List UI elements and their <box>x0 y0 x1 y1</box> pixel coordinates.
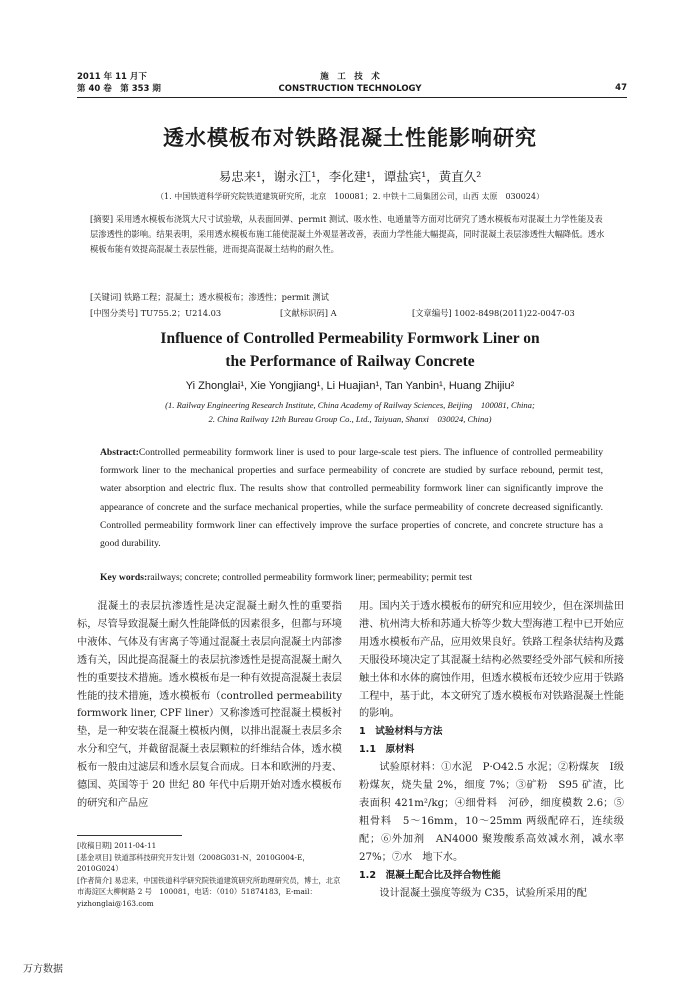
body-column-left <box>77 598 342 813</box>
paper-title-en <box>0 327 700 373</box>
article-number: [文章编号] 1002-8498(2011)22-0047-03 <box>412 308 575 318</box>
keywords-en-label: Key words: <box>100 572 148 583</box>
subsection-heading: 1.2 混凝土配合比及拌合物性能 <box>359 869 501 881</box>
abstract-en <box>100 444 603 553</box>
affiliations-en <box>0 398 700 426</box>
subsection-heading: 1.1 原材料 <box>359 744 415 756</box>
header-journal <box>0 71 700 95</box>
affiliation-en-1: (1. Railway Engineering Research Institute, China Academy of Railway Sciences, Beijing 100081, China; <box>165 400 535 410</box>
issue-date: 2011 年 11 月下 <box>77 72 147 82</box>
body-paragraph: 混凝土的表层抗渗透性是决定混凝土耐久性的重要指标，尽管导致混凝土耐久性能降低的因素很多，但都与环境中液体、气体及有害离子等通过混凝土表层向混凝土内部渗透有关，因此提高混凝土的表层抗渗透性是提高混凝土耐久性的重要技术措施。透水模板布是一种有效提高混凝土表层性能的技术措施，透水模板布（controlled permeability formwork liner, CPF liner）又称渗透可控混凝土模板衬垫，是一种安装在混凝土模板内侧，以排出混凝土表层多余水分和空气，并截留混凝土表层颗粒的纤维结合体，透水模板布一般由过滤层和透水层复合而成。日本和欧洲的丹麦、德国、英国等于 20 世纪 80 年代中后期开始对透水模板布的研究和产品应 <box>77 601 342 809</box>
volume-issue: 第 40 卷 第 353 期 <box>77 84 161 94</box>
affiliations-zh: （1. 中国铁道科学研究院铁道建筑研究所，北京 100081；2. 中铁十二局集团公司，山西 太原 030024） <box>156 192 544 201</box>
body-paragraph: 试验原材料：①水泥 P·O42.5 水泥；②粉煤灰 Ⅰ级粉煤灰，烧失量 2%，细度 7%；③矿粉 S95 矿渣，比表面积 421m²/kg；④细骨料 河砂，细度模数 2.6；⑤粗骨料 5～16mm，10～25mm 两级配碎石，连续级配；⑥外加剂 AN4000 聚羧酸系高效减水剂，减水率 27%；⑦水 地下水。 <box>359 762 624 863</box>
authors-zh: 易忠来¹，谢永江¹，李化建¹，谭盐宾¹，黄直久² <box>218 169 482 184</box>
clc-number: [中图分类号] TU755.2；U214.03 <box>90 308 222 318</box>
footnote-author: [作者简介] 易忠来，中国铁道科学研究院铁道建筑研究所助理研究员，博士，北京市海淀区大柳树路 2 号 100081，电话：（010）51874183，E-mail：yizhonglai@163.com <box>77 875 341 908</box>
paper-title-zh: 透水模板布对铁路混凝土性能影响研究 <box>163 125 537 150</box>
footnote-funding: [基金项目] 铁道部科技研究开发计划（2008G031-N，2010G004-E，2010G024） <box>77 852 310 873</box>
journal-name-en: CONSTRUCTION TECHNOLOGY <box>278 84 422 94</box>
footnotes <box>77 840 342 909</box>
footnote-received: [收稿日期] 2011-04-11 <box>77 841 157 850</box>
keywords-en <box>100 570 603 586</box>
journal-name-zh: 施 工 技 术 <box>320 72 380 82</box>
section-heading: 1 试验材料与方法 <box>359 726 443 738</box>
page-number: 47 <box>615 83 627 93</box>
authors-en: Yi Zhonglai¹, Xie Yongjiang¹, Li Huajian¹, Tan Yanbin¹, Huang Zhijiu² <box>185 380 515 392</box>
body-paragraph: 设计混凝土强度等级为 C35，试验所采用的配 <box>379 887 587 899</box>
document-code: [文献标识码] A <box>280 308 337 318</box>
abstract-en-text: Controlled permeability formwork liner is used to pour large-scale test piers. The influence of controlled permeability formwork liner to the mechanical properties and surface permeability of concrete are studied by surface rebound, permit test, water absorption and electric flux. The results show that controlled permeability formwork liner can significantly improve the appearance of concrete and the surface mechanical properties, while the surface permeability of concrete decreased significantly. Controlled permeability formwork liner can effectively improve the surface properties of concrete, and concrete structure has a good durability. <box>100 447 603 550</box>
keywords-zh: [关键词] 铁路工程；混凝土；透水模板布；渗透性；permit 测试 <box>90 292 329 302</box>
paper-title-en-text: Influence of Controlled Permeability Formwork Liner on the Performance of Railway Concrete <box>160 330 540 370</box>
keywords-en-text: railways; concrete; controlled permeability formwork liner; permeability; permit test <box>147 572 473 583</box>
body-column-right <box>359 598 624 902</box>
body-paragraph: 用。国内关于透水模板布的研究和应用较少，但在深圳盐田港、杭州湾大桥和苏通大桥等少数大型海港工程中已开始应用透水模板布产品，应用效果良好。铁路工程条状结构及露天服役环境决定了其混凝土结构必然要经受外部气候和所接触土体和水体的腐蚀作用，但透水模板布还较少应用于铁路工程中，基于此，本文研究了透水模板布对铁路混凝土性能的影响。 <box>359 601 624 720</box>
abstract-zh: [摘要] 采用透水模板布浇筑大尺寸试验墩，从表面回弹、permit 测试、吸水性、电通量等方面对比研究了透水模板布对混凝土力学性能及表层渗透性的影响。结果表明，采用透水模板布施工能使混凝土外观显著改善，表面力学性能大幅提高，同时混凝土表层渗透性大幅降低。透水模板布能有效提高混凝土表层性能，进而提高混凝土结构的耐久性。 <box>90 214 605 255</box>
affiliation-en-2: 2. China Railway 12th Bureau Group Co., Ltd., Taiyuan, Shanxi 030024, China) <box>208 414 492 424</box>
abstract-en-label: Abstract: <box>100 447 139 458</box>
watermark-wanfang: 万方数据 <box>23 964 63 975</box>
header-divider <box>77 97 627 98</box>
footnote-divider <box>77 835 182 836</box>
